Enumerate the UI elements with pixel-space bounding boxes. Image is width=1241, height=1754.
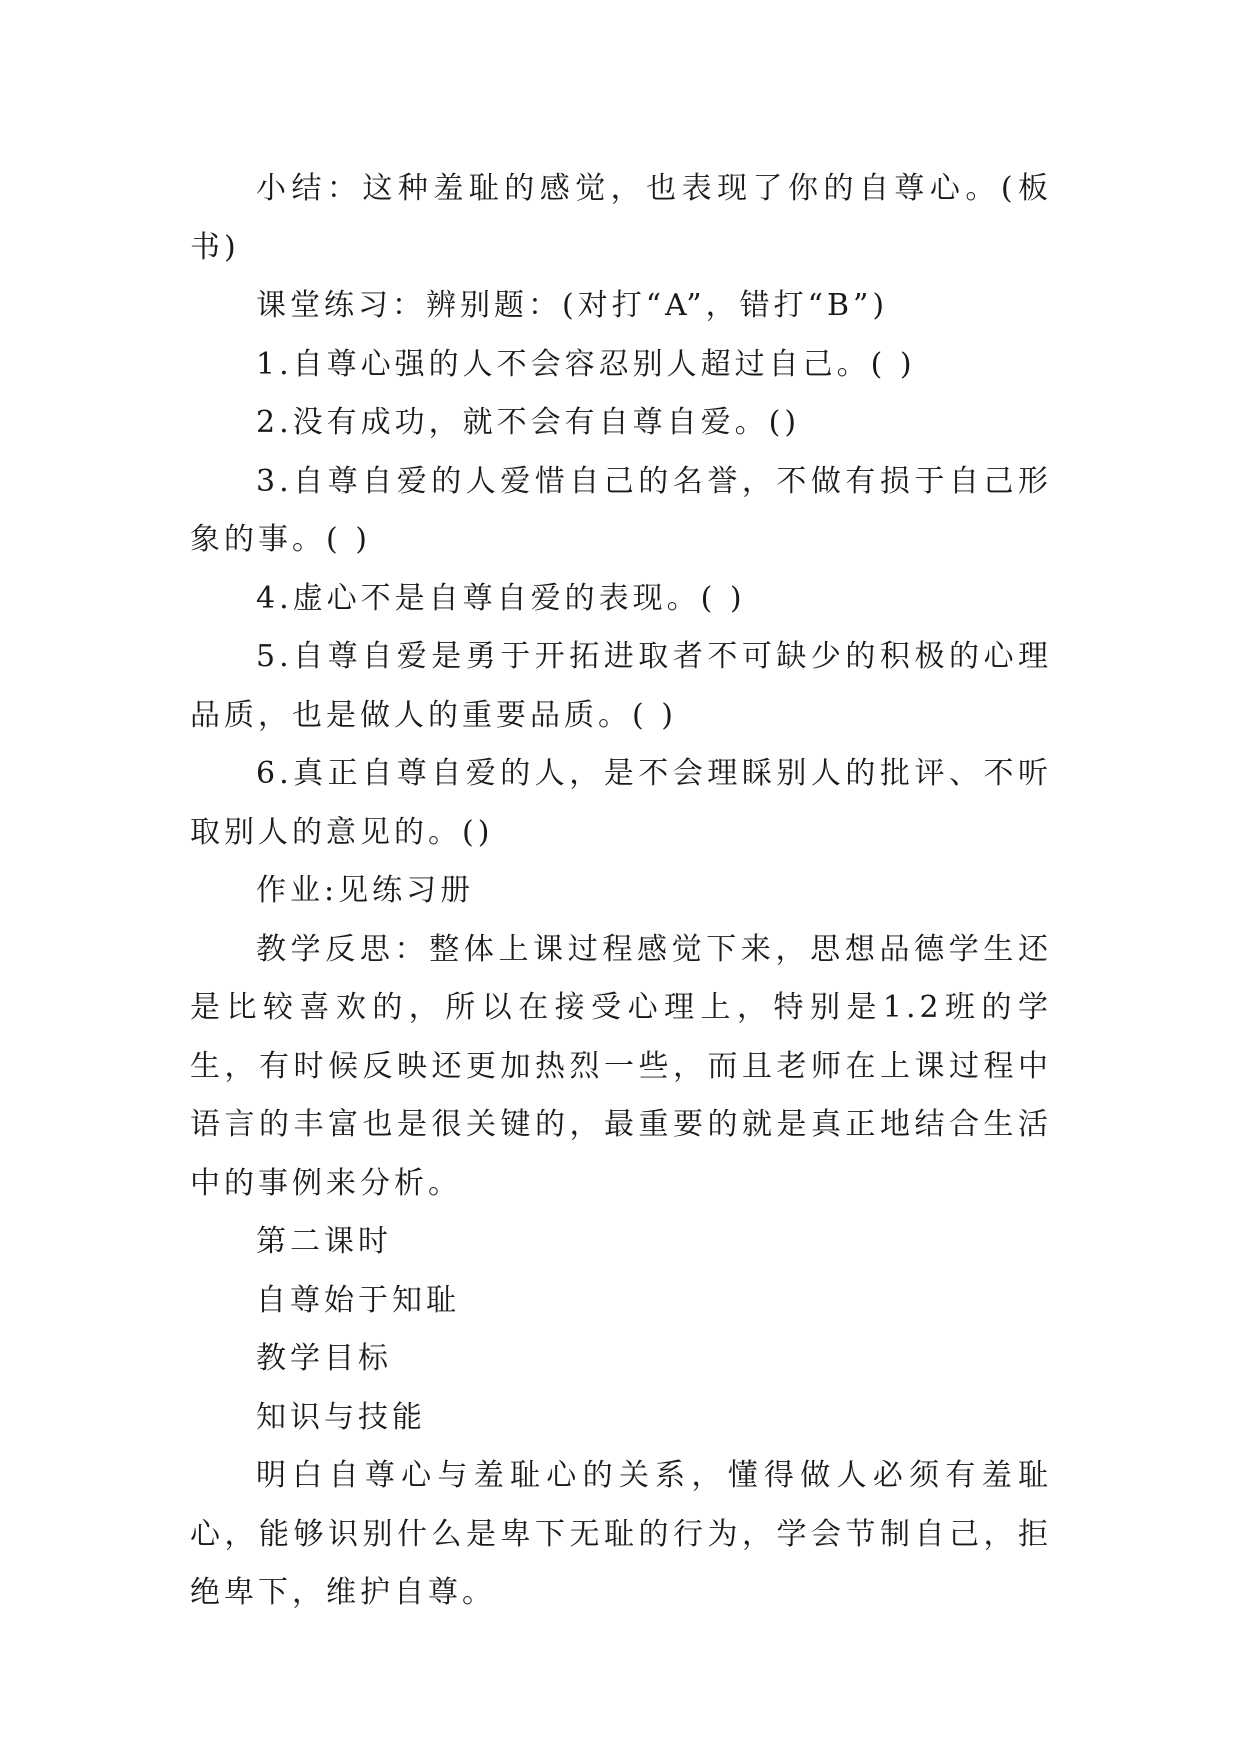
objective-paragraph: 明白自尊心与羞耻心的关系，懂得做人必须有羞耻心，能够识别什么是卑下无耻的行为，学会节制自己，拒绝卑下，维护自尊。	[190, 1458, 1052, 1610]
reflection-paragraph: 教学反思：整体上课过程感觉下来，思想品德学生还是比较喜欢的，所以在接受心理上，特别是1.2班的学生，有时候反映还更加热烈一些，而且老师在上课过程中语言的丰富也是很关键的，最重要的就是真正地结合生活中的事例来分析。	[190, 931, 1052, 1201]
exercise-item-1: 1.自尊心强的人不会容忍别人超过自己。( )	[256, 346, 916, 382]
exercise-item-4: 4.虚心不是自尊自爱的表现。( )	[256, 580, 746, 616]
lesson-title: 自尊始于知耻	[256, 1282, 460, 1318]
exercise-heading: 课堂练习：辨别题：(对打“A”，错打“B”)	[256, 288, 889, 323]
homework-paragraph: 作业:见练习册	[256, 873, 475, 908]
skills-heading: 知识与技能	[256, 1399, 426, 1435]
summary-paragraph: 小结：这种羞耻的感觉，也表现了你的自尊心。(板书)	[190, 171, 1052, 265]
objectives-heading: 教学目标	[256, 1341, 392, 1376]
exercise-item-5: 5.自尊自爱是勇于开拓进取者不可缺少的积极的心理品质，也是做人的重要品质。( )	[190, 639, 1052, 733]
document-body	[190, 160, 1052, 1623]
lesson-heading: 第二课时	[256, 1224, 392, 1259]
exercise-item-3: 3.自尊自爱的人爱惜自己的名誉，不做有损于自己形象的事。( )	[190, 463, 1052, 557]
exercise-item-2: 2.没有成功，就不会有自尊自爱。()	[256, 405, 801, 440]
exercise-item-6: 6.真正自尊自爱的人，是不会理睬别人的批评、不听取别人的意见的。()	[190, 756, 1052, 850]
